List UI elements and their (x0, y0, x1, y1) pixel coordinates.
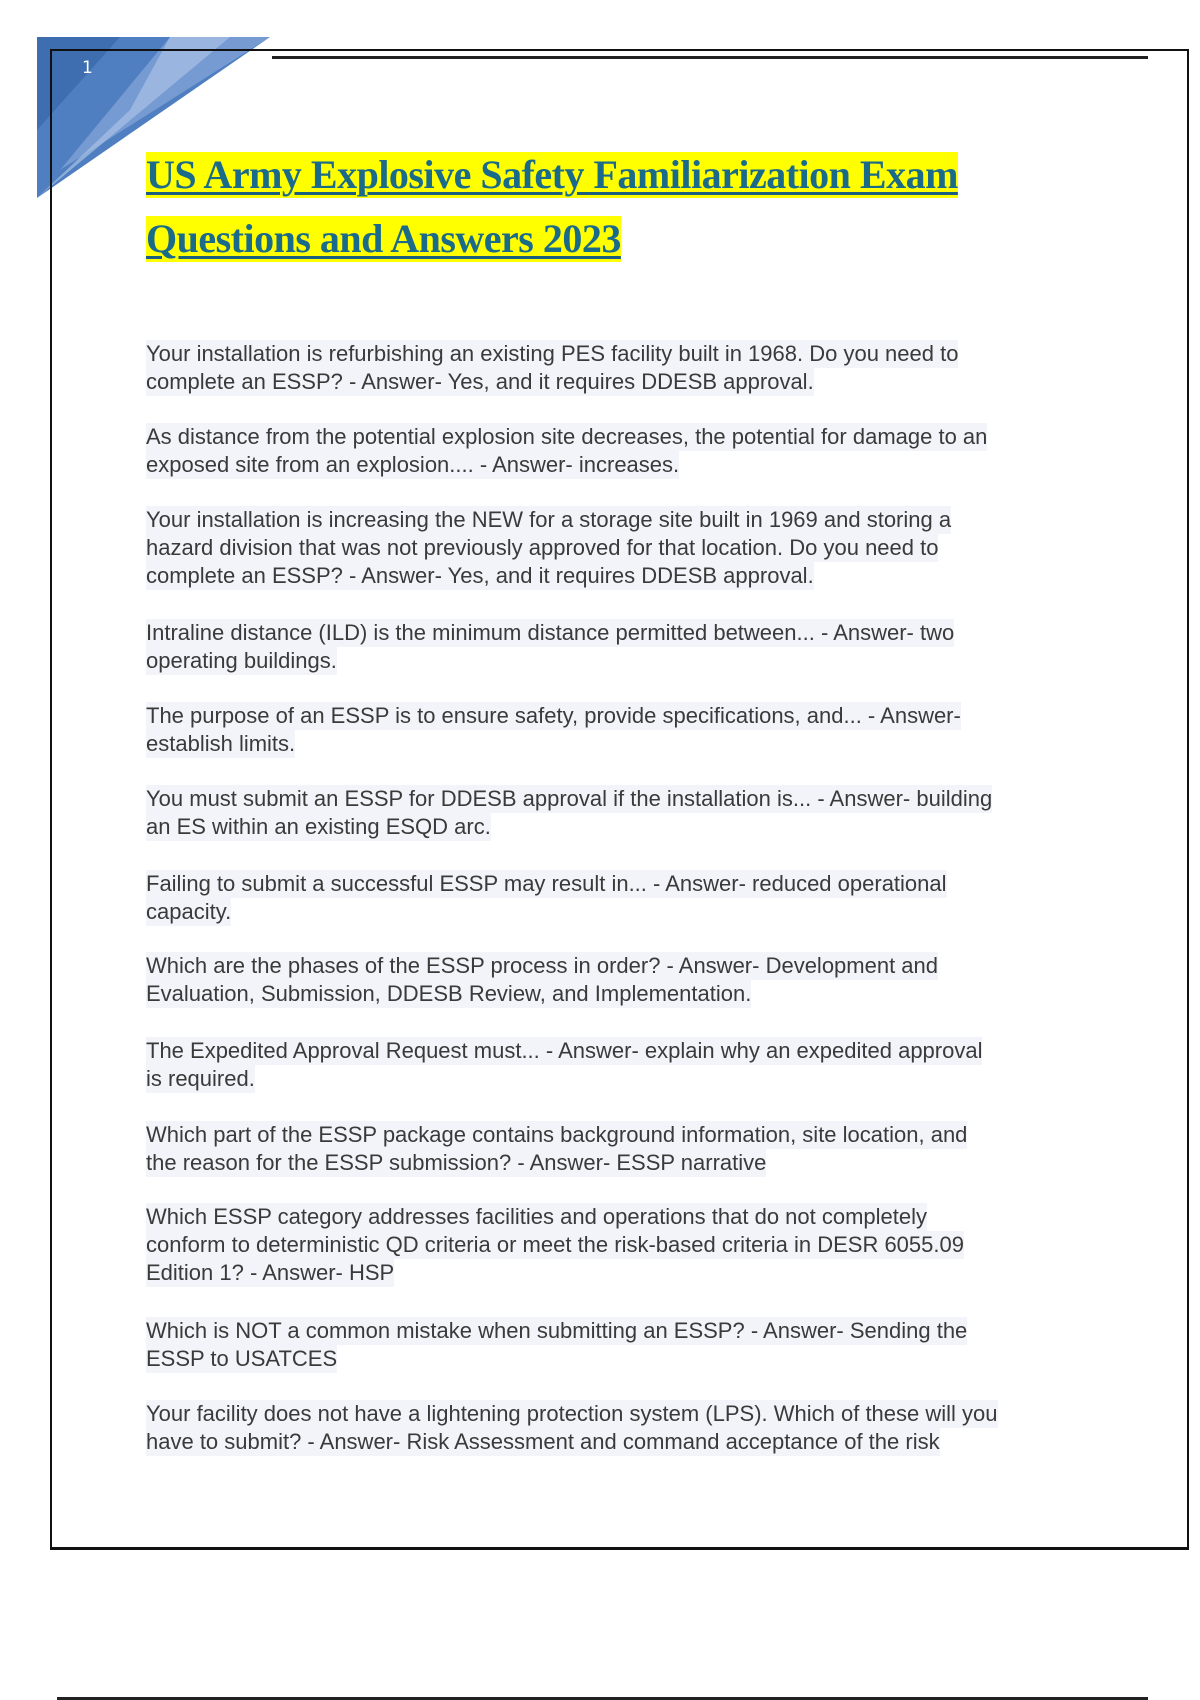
qa-line: capacity. (146, 899, 232, 924)
qa-item (146, 870, 947, 926)
qa-item (146, 1203, 964, 1287)
qa-item (146, 423, 987, 479)
qa-line: Your installation is increasing the NEW for a storage site built in 1969 and storing a (146, 507, 952, 532)
qa-line: hazard division that was not previously approved for that location. Do you need to (146, 535, 939, 560)
qa-line: Which is NOT a common mistake when submitting an ESSP? - Answer- Sending the (146, 1318, 968, 1343)
qa-item (146, 702, 961, 758)
qa-line: The Expedited Approval Request must... - Answer- explain why an expedited approval (146, 1038, 983, 1063)
qa-line: Which are the phases of the ESSP process in order? - Answer- Development and (146, 953, 939, 978)
qa-item (146, 340, 958, 396)
title-line: Questions and Answers 2023 (146, 216, 621, 261)
qa-line: Intraline distance (ILD) is the minimum distance permitted between... - Answer- two (146, 620, 955, 645)
qa-line: As distance from the potential explosion site decreases, the potential for damage to an (146, 424, 988, 449)
qa-line: have to submit? - Answer- Risk Assessment and command acceptance of the risk (146, 1429, 940, 1454)
qa-line: complete an ESSP? - Answer- Yes, and it requires DDESB approval. (146, 563, 814, 588)
qa-line: establish limits. (146, 731, 296, 756)
qa-line: complete an ESSP? - Answer- Yes, and it requires DDESB approval. (146, 369, 814, 394)
qa-line: Edition 1? - Answer- HSP (146, 1260, 395, 1285)
qa-line: an ES within an existing ESQD arc. (146, 814, 491, 839)
qa-line: exposed site from an explosion.... - Answer- increases. (146, 452, 680, 477)
qa-line: Failing to submit a successful ESSP may result in... - Answer- reduced operational (146, 871, 947, 896)
qa-line: Which ESSP category addresses facilities and operations that do not completely (146, 1204, 928, 1229)
qa-line: You must submit an ESSP for DDESB approval if the installation is... - Answer- building (146, 786, 993, 811)
qa-item (146, 1400, 998, 1456)
qa-line: Your installation is refurbishing an existing PES facility built in 1968. Do you need to (146, 341, 959, 366)
qa-item (146, 1121, 967, 1177)
document-title (146, 146, 958, 274)
qa-item (146, 785, 992, 841)
qa-line: Which part of the ESSP package contains background information, site location, and (146, 1122, 968, 1147)
qa-line: Your facility does not have a lightening protection system (LPS). Which of these will you (146, 1401, 998, 1426)
qa-line: conform to deterministic QD criteria or meet the risk-based criteria in DESR 6055.09 (146, 1232, 964, 1257)
header-rule (272, 56, 1148, 59)
qa-line: The purpose of an ESSP is to ensure safety, provide specifications, and... - Answer- (146, 703, 961, 728)
qa-line: operating buildings. (146, 648, 337, 673)
title-line: US Army Explosive Safety Familiarization Exam (146, 152, 958, 197)
qa-item (146, 619, 954, 675)
qa-line: Evaluation, Submission, DDESB Review, and Implementation. (146, 981, 752, 1006)
qa-line: is required. (146, 1066, 255, 1091)
page-number: 1 (82, 58, 93, 78)
qa-line: the reason for the ESSP submission? - Answer- ESSP narrative (146, 1150, 767, 1175)
qa-item (146, 1037, 982, 1093)
qa-line: ESSP to USATCES (146, 1346, 338, 1371)
qa-item (146, 1317, 967, 1373)
qa-item (146, 952, 938, 1008)
qa-item (146, 506, 951, 590)
